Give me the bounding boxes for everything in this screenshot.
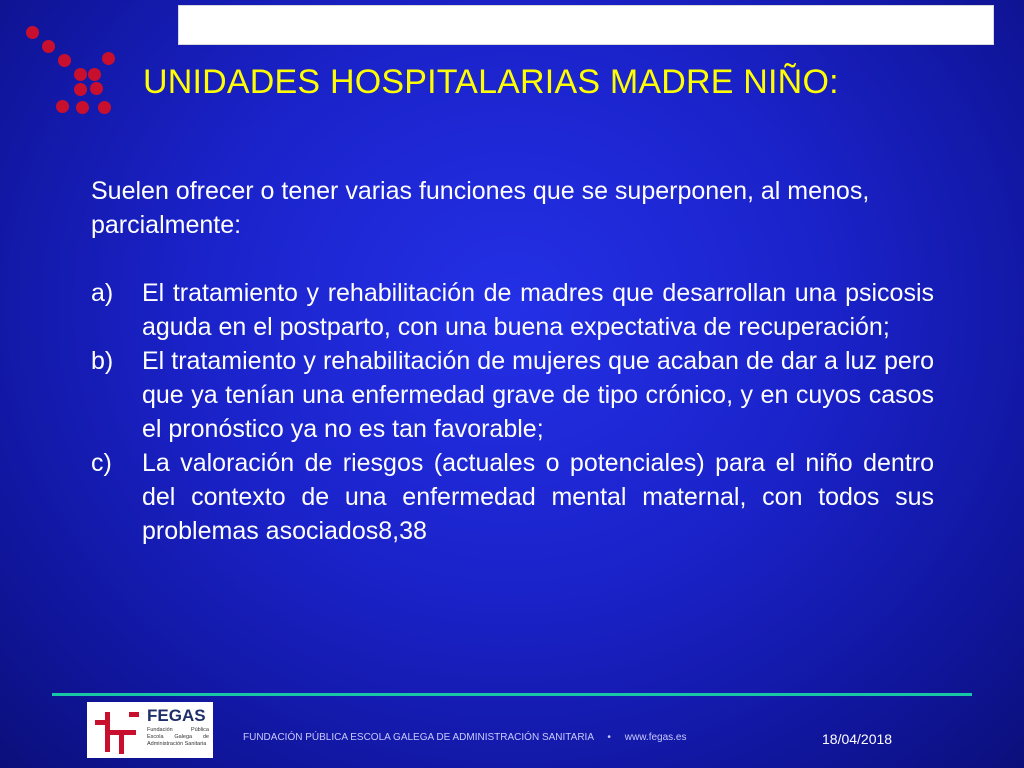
footer-organization [243, 732, 687, 743]
list-item [91, 344, 934, 446]
list-marker: a) [91, 279, 114, 307]
list-item [91, 446, 934, 548]
fegas-cross-icon [89, 702, 145, 758]
footer-divider [52, 693, 972, 696]
fegas-logo [87, 702, 213, 758]
separator-bullet: • [607, 732, 611, 743]
logo-subtitle: Fundación Pública Escola Galega de Administración Sanitaria [147, 727, 209, 747]
logo-brand: FEGAS [147, 706, 206, 725]
list-marker: b) [91, 347, 114, 375]
list-item-text: El tratamiento y rehabilitación de mujeres que acaban de dar a luz pero que ya tenían una enfermedad grave de tipo crónico, y en cuyos casos el pronóstico ya no es tan favorable; [142, 347, 934, 443]
list-item-text: La valoración de riesgos (actuales o potenciales) para el niño dentro del contexto de una enfermedad mental maternal, con todos sus problemas asociados8,38 [142, 449, 934, 545]
list-item-text: El tratamiento y rehabilitación de madres que desarrollan una psicosis aguda en el postparto, con una buena expectativa de recuperación; [142, 279, 934, 341]
decorative-dots-icon [20, 20, 130, 120]
list-item [91, 276, 934, 344]
organization-name: FUNDACIÓN PÚBLICA ESCOLA GALEGA DE ADMINISTRACIÓN SANITARIA [243, 732, 594, 743]
list-marker: c) [91, 449, 112, 477]
slide-date: 18/04/2018 [822, 731, 893, 747]
slide-title: UNIDADES HOSPITALARIAS MADRE NIÑO: [143, 63, 839, 101]
intro-text: Suelen ofrecer o tener varias funciones que se superponen, al menos, parcialmente: [91, 177, 870, 239]
website-link[interactable]: www.fegas.es [624, 732, 687, 743]
slide-body [91, 174, 934, 548]
header-bar [178, 5, 994, 45]
